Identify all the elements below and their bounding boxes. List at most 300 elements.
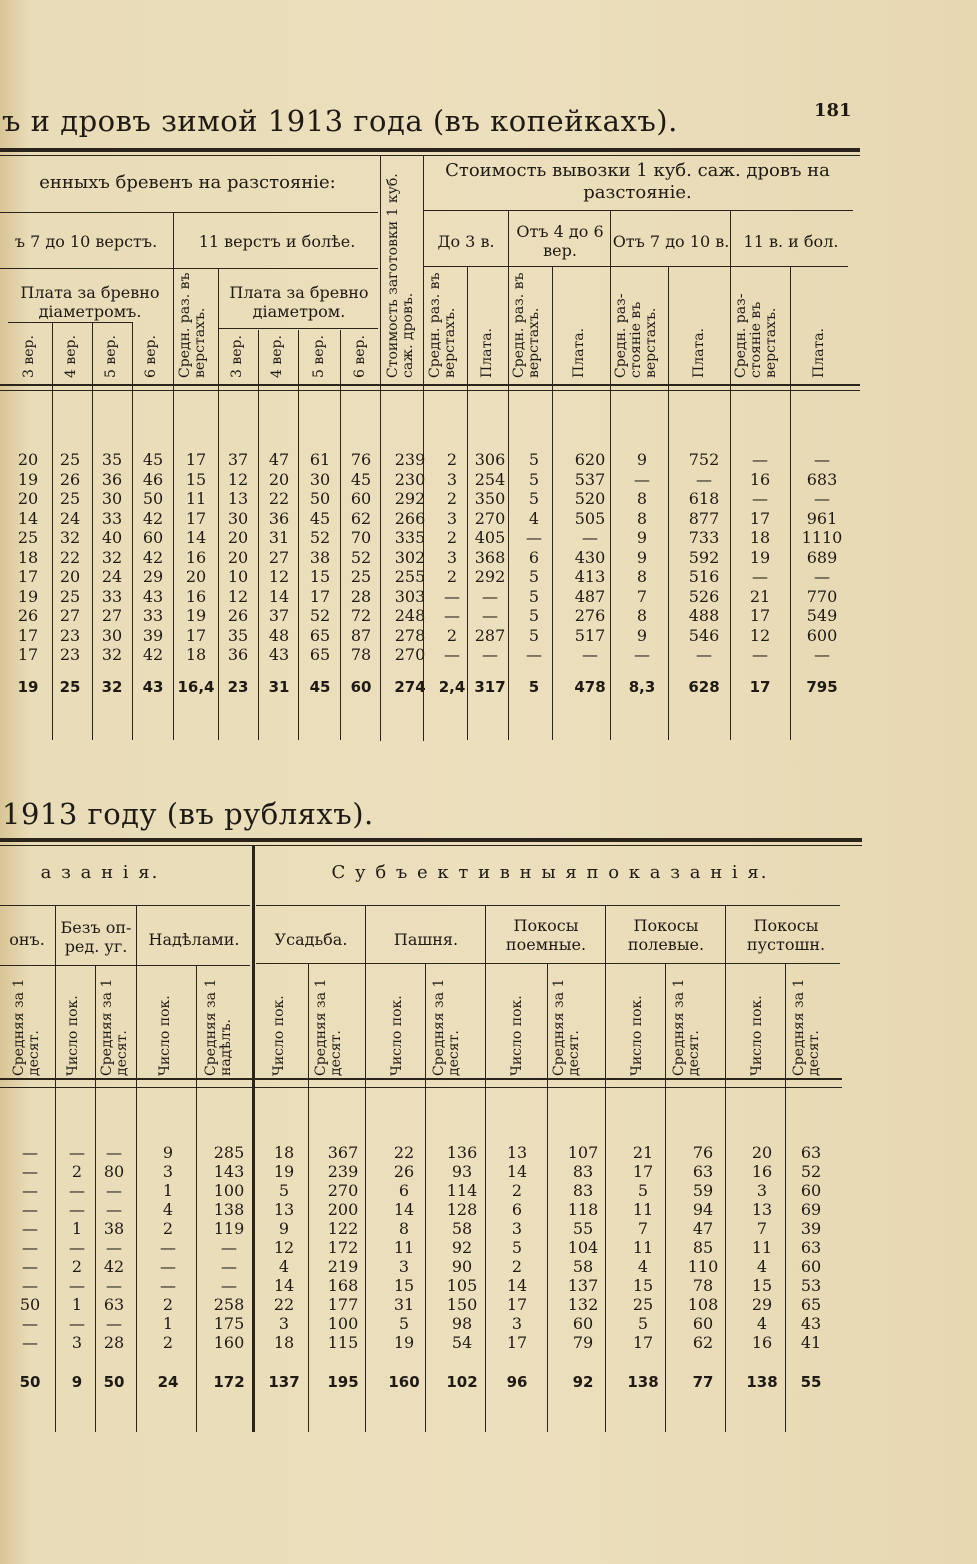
table-cell: 21 [749,586,771,606]
table-cell: 3 [446,469,458,489]
table-cell: 13 [506,1143,528,1162]
table-cell: 26 [393,1162,415,1181]
price-diameter-a: Плата за бревно діаметромъ. [20,283,160,321]
dist-7-10-header: ъ 7 до 10 верстъ. [14,232,158,251]
table-cell: 58 [572,1257,594,1276]
table-cell: 60 [142,528,164,547]
table-cell: — [106,1238,122,1257]
table-cell: 65 [309,625,331,645]
table-cell: 42 [103,1257,125,1276]
average-cell: 317 [474,678,506,696]
table-cell: 30 [101,489,123,508]
table-cell: 3 [71,1333,83,1352]
b-col-count-1: Число пок. [65,995,81,1076]
table-cell: 114 [446,1181,478,1200]
b-col-count-5: Число пок. [509,995,525,1076]
table-cell: 7 [636,586,648,606]
table-cell: 335 [394,528,426,547]
table-cell: 287 [474,625,506,645]
table-cell: — [582,645,598,664]
table-cell: — [752,450,768,469]
table-cell: 17 [506,1295,528,1314]
table-cell: 25 [59,450,81,469]
average-cell: 628 [688,678,720,696]
table-cell: 30 [309,469,331,489]
average-cell: 23 [227,678,249,696]
table-cell: 61 [309,450,331,469]
table-cell: 119 [213,1219,245,1238]
average-cell: 43 [142,678,164,696]
table-cell: 4 [637,1257,649,1276]
col-5ver-b: 5 вер. [311,335,327,378]
table-cell: 520 [574,489,606,508]
table-cell: 2 [446,625,458,645]
table-cell: 58 [451,1219,473,1238]
table-cell: 16 [185,547,207,567]
table-cell: 258 [213,1295,245,1314]
table-cell: 17 [309,586,331,606]
table-cell: 5 [528,606,540,625]
table-cell: — [22,1333,38,1352]
table-cell: — [22,1238,38,1257]
table-cell: 62 [692,1333,714,1352]
table-cell: — [814,645,830,664]
table-cell: 487 [574,586,606,606]
table-cell: 20 [751,1143,773,1162]
average-cell: 55 [800,1373,822,1391]
b-col-count-7: Число пок. [749,995,765,1076]
table-cell: 28 [350,586,372,606]
table-cell: 6 [398,1181,410,1200]
table-cell: 618 [688,489,720,508]
average-cell: 17 [749,678,771,696]
col-4ver: 4 вер. [63,335,79,378]
average-cell: 60 [350,678,372,696]
table-cell: 430 [574,547,606,567]
table-cell: 9 [162,1143,174,1162]
table-cell: 36 [227,645,249,664]
table-cell: 50 [309,489,331,508]
table-cell: 177 [327,1295,359,1314]
table-cell: 20 [59,567,81,586]
table-cell: 63 [800,1238,822,1257]
table-cell: — [221,1257,237,1276]
table-cell: 136 [446,1143,478,1162]
average-cell: 138 [746,1373,778,1391]
table-cell: — [752,567,768,586]
table-cell: 43 [800,1314,822,1333]
average-cell: 8,3 [628,678,656,696]
table-cell: 27 [101,606,123,625]
table-cell: 8 [636,489,648,508]
table-cell: 20 [268,469,290,489]
table-cell: 12 [227,586,249,606]
objective-header: а з а н і я. [40,862,160,883]
average-cell: 2,4 [438,678,466,696]
table-cell: 17 [185,450,207,469]
table-cell: 48 [268,625,290,645]
table-cell: 175 [213,1314,245,1333]
table-cell: 20 [185,567,207,586]
average-cell: 25 [59,678,81,696]
table-cell: 43 [268,645,290,664]
table-cell: 60 [800,1257,822,1276]
table-cell: 143 [213,1162,245,1181]
col-6ver-b: 6 вер. [352,335,368,378]
average-cell: 50 [19,1373,41,1391]
table-cell: 961 [806,508,838,528]
table-cell: 255 [394,567,426,586]
table-cell: 2 [446,528,458,547]
table-cell: 8 [398,1219,410,1238]
col-5ver: 5 вер. [103,335,119,378]
table-cell: 620 [574,450,606,469]
table-cell: 7 [756,1219,768,1238]
col-6ver: 6 вер. [143,335,159,378]
table-cell: 27 [268,547,290,567]
dist-11-header: 11 верстъ и болѣе. [198,232,356,251]
average-cell: 137 [268,1373,300,1391]
table-cell: 5 [528,469,540,489]
table-cell: 16 [751,1333,773,1352]
average-cell: 160 [388,1373,420,1391]
allotment-header: Надѣлами. [148,930,240,949]
table-cell: 15 [751,1276,773,1295]
average-cell: 5 [528,678,540,696]
table-cell: 100 [213,1181,245,1200]
table-cell: 65 [309,645,331,664]
table-cell: — [160,1276,176,1295]
table-cell: 15 [185,469,207,489]
table-cell: 52 [800,1162,822,1181]
top-rule-thin [0,155,860,156]
table-cell: 38 [309,547,331,567]
col-avg-dist-3: Средн. раз. въ верстахъ. [427,272,458,378]
table-cell: 733 [688,528,720,547]
table-cell: 39 [142,625,164,645]
table-cell: 292 [474,567,506,586]
table-cell: 23 [59,625,81,645]
average-cell: 102 [446,1373,478,1391]
table-cell: — [752,645,768,664]
table-cell: 37 [227,450,249,469]
table-cell: 266 [394,508,426,528]
table-cell: 32 [59,528,81,547]
table-cell: 19 [749,547,771,567]
table-cell: — [221,1238,237,1257]
table-cell: 65 [800,1295,822,1314]
table-cell: 33 [101,586,123,606]
table-cell: 20 [17,450,39,469]
table-cell: 14 [393,1200,415,1219]
table-cell: — [69,1276,85,1295]
table-cell: 4 [278,1257,290,1276]
table-cell: 76 [350,450,372,469]
table-cell: — [814,489,830,508]
table-cell: 33 [101,508,123,528]
table-cell: 270 [394,645,426,664]
table-cell: 94 [692,1200,714,1219]
table-cell: 2 [511,1257,523,1276]
b-col-avg-7: Средняя за 1 десят. [791,978,822,1076]
col-pay-7-10: Плата. [691,328,707,378]
table-cell: 31 [268,528,290,547]
table-cell: 83 [572,1162,594,1181]
table-cell: 488 [688,606,720,625]
table-cell: 19 [393,1333,415,1352]
table-cell: — [752,489,768,508]
from-4-6-header: Отъ 4 до 6 вер. [516,222,604,260]
table-cell: 54 [451,1333,473,1352]
wood-cost-header: Стоимость вывозки 1 куб. саж. дровъ на разстояніе. [445,160,830,203]
table-cell: — [106,1314,122,1333]
table-cell: 2 [162,1219,174,1238]
table-cell: 28 [103,1333,125,1352]
table-cell: 18 [273,1143,295,1162]
table-cell: 17 [17,567,39,586]
table-cell: — [69,1181,85,1200]
table-cell: 15 [393,1276,415,1295]
meadow-waste-header: Покосы пустошн. [746,916,826,954]
table-cell: 248 [394,606,426,625]
table-cell: 122 [327,1219,359,1238]
table-cell: 24 [101,567,123,586]
table-cell: 72 [350,606,372,625]
table-cell: 537 [574,469,606,489]
table-cell: 270 [327,1181,359,1200]
table-cell: 13 [751,1200,773,1219]
table-cell: 128 [446,1200,478,1219]
arable-header: Пашня. [393,930,459,949]
table-cell: — [106,1181,122,1200]
table-cell: 107 [567,1143,599,1162]
table-cell: 47 [268,450,290,469]
table-cell: — [482,586,498,606]
table-cell: 18 [749,528,771,547]
table-cell: 38 [103,1219,125,1238]
table-cell: 2 [71,1162,83,1181]
table-cell: 8 [636,567,648,586]
b-col-avg-2: Средняя за 1 десят. [99,978,130,1076]
table-cell: 17 [506,1333,528,1352]
table-cell: — [22,1200,38,1219]
over-11-header: 11 в. и бол. [743,232,839,251]
table-cell: 29 [142,567,164,586]
table-cell: 3 [756,1181,768,1200]
table-cell: 239 [327,1162,359,1181]
table-cell: 36 [101,469,123,489]
col-4ver-b: 4 вер. [269,335,285,378]
table-cell: 4 [756,1314,768,1333]
table-cell: 16 [185,586,207,606]
table-cell: 63 [692,1162,714,1181]
average-cell: 96 [506,1373,528,1391]
table-cell: 25 [59,489,81,508]
table-cell: 104 [567,1238,599,1257]
table-cell: 5 [528,567,540,586]
table-cell: 350 [474,489,506,508]
table-cell: 1 [71,1295,83,1314]
average-cell: 478 [574,678,606,696]
subjective-header: С у б ъ е к т и в н ы я п о к а з а н і я. [331,862,769,883]
table-cell: 47 [692,1219,714,1238]
table-cell: 5 [528,450,540,469]
table-cell: 19 [17,586,39,606]
table-cell: 3 [162,1162,174,1181]
table-cell: 5 [637,1314,649,1333]
table-cell: 1 [162,1314,174,1333]
top-rule [0,148,860,152]
col-pay-3: Плата. [479,328,495,378]
table-cell: 17 [185,508,207,528]
table-cell: 19 [17,469,39,489]
table-cell: 78 [350,645,372,664]
table-cell: 33 [142,606,164,625]
table-cell: 12 [749,625,771,645]
table-cell: 62 [350,508,372,528]
table-cell: 2 [446,450,458,469]
table-cell: 3 [398,1257,410,1276]
table-cell: — [696,469,712,489]
table-cell: 2 [162,1295,174,1314]
table-cell: — [106,1276,122,1295]
table-cell: 27 [59,606,81,625]
table-cell: 21 [632,1143,654,1162]
table-cell: 39 [800,1219,822,1238]
table-cell: 14 [17,508,39,528]
table-cell: 877 [688,508,720,528]
table-cell: 2 [446,567,458,586]
table-cell: 98 [451,1314,473,1333]
table-cell: — [22,1143,38,1162]
table-cell: 52 [350,547,372,567]
table-cell: 13 [227,489,249,508]
table-cell: 516 [688,567,720,586]
price-diameter-b: Плата за бревно діаметром. [229,283,369,321]
table-cell: 26 [17,606,39,625]
table-cell: 2 [511,1181,523,1200]
table-cell: 200 [327,1200,359,1219]
table-cell: 1 [71,1219,83,1238]
table-cell: 5 [528,489,540,508]
table-cell: 302 [394,547,426,567]
table-cell: 63 [800,1143,822,1162]
table-cell: 546 [688,625,720,645]
col-pn-header: онъ. [9,930,45,949]
b-col-avg-5: Средняя за 1 десят. [551,978,582,1076]
table-cell: 25 [632,1295,654,1314]
b-col-count-6: Число пок. [629,995,645,1076]
table-cell: 52 [309,528,331,547]
table-cell: — [582,528,598,547]
table-cell: 115 [327,1333,359,1352]
table-cell: 549 [806,606,838,625]
table-cell: — [69,1238,85,1257]
b-col-count-3: Число пок. [271,995,287,1076]
table-cell: 11 [751,1238,773,1257]
table-cell: 2 [162,1333,174,1352]
table-cell: 367 [327,1143,359,1162]
table-cell: — [482,645,498,664]
table-cell: 600 [806,625,838,645]
table-cell: 35 [101,450,123,469]
table-cell: 18 [273,1333,295,1352]
table-cell: 93 [451,1162,473,1181]
col-avg-dist-11: Средн. раз-стояніе въ верстахъ. [733,293,779,378]
table-cell: 4 [528,508,540,528]
table-cell: 276 [574,606,606,625]
table-cell: 31 [393,1295,415,1314]
average-cell: 195 [327,1373,359,1391]
table-cell: 92 [451,1238,473,1257]
table-cell: 22 [268,489,290,508]
table-cell: 30 [101,625,123,645]
table-cell: 5 [528,586,540,606]
table-cell: 45 [142,450,164,469]
from-7-10-header: Отъ 7 до 10 в. [612,232,730,251]
table-cell: 60 [350,489,372,508]
col-pay-11: Плата. [811,328,827,378]
meadow-field-header: Покосы полевые. [627,916,705,954]
table-cell: 1110 [801,528,843,547]
table-cell: 270 [474,508,506,528]
col-avg-dist-4-6: Средн. раз. въ верстахъ. [511,272,542,378]
table-cell: 689 [806,547,838,567]
table-cell: 292 [394,489,426,508]
table-cell: 592 [688,547,720,567]
average-cell: 274 [394,678,426,696]
table-cell: 79 [572,1333,594,1352]
table-cell: 16 [749,469,771,489]
table-cell: — [444,645,460,664]
table-cell: 78 [692,1276,714,1295]
table-cell: 17 [17,645,39,664]
table-cell: 18 [185,645,207,664]
table-cell: 20 [227,528,249,547]
table-cell: 22 [393,1143,415,1162]
no-angle-header: Безъ оп-ред. уг. [60,918,132,956]
col-pay-4-6: Плата. [571,328,587,378]
table-cell: 9 [636,528,648,547]
page-number: 181 [814,100,852,121]
table-cell: — [69,1314,85,1333]
table-cell: 26 [59,469,81,489]
table-cell: 63 [103,1295,125,1314]
table-cell: — [526,645,542,664]
table-cell: 3 [446,508,458,528]
table-cell: 230 [394,469,426,489]
average-cell: 172 [213,1373,245,1391]
table-cell: 405 [474,528,506,547]
meadow-flood-header: Покосы поемные. [505,916,587,954]
b-col-count-4: Число пок. [389,995,405,1076]
average-cell: 16,4 [177,678,215,696]
table-cell: 85 [692,1238,714,1257]
table-cell: 76 [692,1143,714,1162]
table-cell: 752 [688,450,720,469]
table-cell: 80 [103,1162,125,1181]
table-cell: 60 [572,1314,594,1333]
table-cell: 53 [800,1276,822,1295]
table-cell: 14 [506,1162,528,1181]
table-cell: 26 [227,606,249,625]
table-cell: 55 [572,1219,594,1238]
table-cell: 683 [806,469,838,489]
table-cell: 14 [506,1276,528,1295]
table-cell: 12 [268,567,290,586]
table-cell: 12 [273,1238,295,1257]
table-cell: 9 [636,547,648,567]
